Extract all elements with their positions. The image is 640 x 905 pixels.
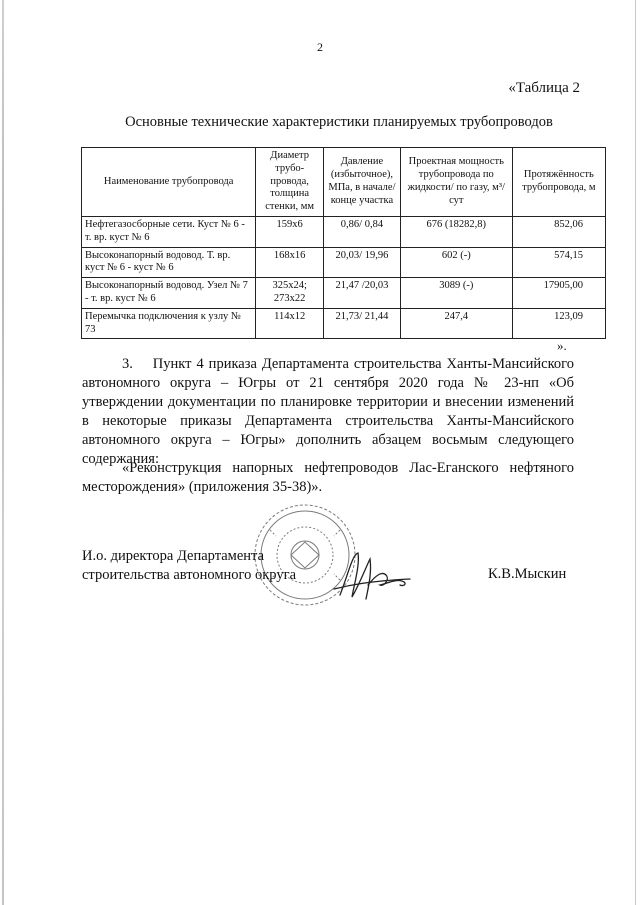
pipeline-spec-table xyxy=(81,147,606,339)
table-row xyxy=(82,308,606,339)
header-pipeline-name: Наименование трубопровода xyxy=(82,148,256,217)
table-row xyxy=(82,216,606,247)
scan-edge-right xyxy=(635,0,636,905)
cell-pressure: 21,73/ 21,44 xyxy=(323,308,400,339)
closing-quote: ». xyxy=(557,338,567,353)
header-capacity: Проектная мощность трубопровода по жидкости/ по газу, м³/сут xyxy=(400,148,512,217)
cell-pressure: 20,03/ 19,96 xyxy=(323,247,400,278)
cell-name: Высоконапорный водовод. Т. вр. куст № 6 - куст № 6 xyxy=(82,247,256,278)
cell-capacity: 247,4 xyxy=(400,308,512,339)
header-length: Протяжённость трубопровода, м xyxy=(512,148,605,217)
cell-name: Перемычка подключения к узлу № 73 xyxy=(82,308,256,339)
cell-pressure: 0,86/ 0,84 xyxy=(323,216,400,247)
cell-capacity: 602 (-) xyxy=(400,247,512,278)
table-row xyxy=(82,278,606,309)
table-header-row xyxy=(82,148,606,217)
signatory-title-line1: И.о. директора Департамента xyxy=(82,548,265,564)
cell-capacity: 3089 (-) xyxy=(400,278,512,309)
cell-length: 123,09 xyxy=(512,308,605,339)
cell-pressure: 21,47 /20,03 xyxy=(323,278,400,309)
scan-edge-left xyxy=(2,0,4,905)
cell-length: 17905,00 xyxy=(512,278,605,309)
cell-diameter: 114х12 xyxy=(256,308,324,339)
table-reference: «Таблица 2 xyxy=(508,80,580,96)
header-diameter: Диаметр трубо-провода, толщина стенки, мм xyxy=(256,148,324,217)
page-number: 2 xyxy=(317,40,323,54)
paragraph-3: 3. Пункт 4 приказа Департамента строительства Ханты-Мансийского автономного округа – Югры от 21 сентября 2020 года № 23-нп «Об утверждении документации по планировке территории и внесении изменений в некоторые приказы Департамента строительства Ханты-Мансийского автономного округа – Югры» дополнить абзацем восьмым следующего содержания: xyxy=(82,356,574,467)
table-row xyxy=(82,247,606,278)
cell-length: 852,06 xyxy=(512,216,605,247)
header-pressure: Давление (избыточное), МПа, в начале/ конце участка xyxy=(323,148,400,217)
quoted-paragraph: «Реконструкция напорных нефтепроводов Лас-Еганского нефтяного месторождения» (приложения 35-38)». xyxy=(82,460,574,495)
cell-diameter: 159х6 xyxy=(256,216,324,247)
signatory-title xyxy=(82,547,296,585)
table-caption: Основные технические характеристики планируемых трубопроводов xyxy=(125,114,553,130)
cell-name: Высоконапорный водовод. Узел № 7 - т. вр. куст № 6 xyxy=(82,278,256,309)
handwritten-signature xyxy=(330,545,420,605)
cell-length: 574,15 xyxy=(512,247,605,278)
cell-diameter: 168х16 xyxy=(256,247,324,278)
signatory-name: К.В.Мыскин xyxy=(488,566,567,582)
cell-capacity: 676 (18282,8) xyxy=(400,216,512,247)
cell-name: Нефтегазосборные сети. Куст № 6 - т. вр. куст № 6 xyxy=(82,216,256,247)
signatory-title-line2: строительства автономного округа xyxy=(82,567,297,583)
cell-diameter: 325х24; 273х22 xyxy=(256,278,324,309)
